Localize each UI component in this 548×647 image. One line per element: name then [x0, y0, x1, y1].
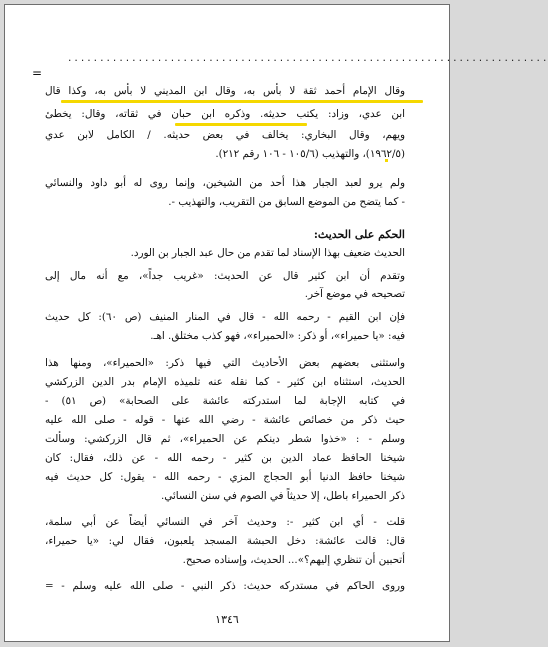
text-line: ذكر الحميراء باطل، إلا حديثاً في الصوم في سنن النسائي. — [160, 490, 405, 502]
text-line: وسلم - : «خذوا شطر دينكم عن الحميراء»، ثم قال الزركشي: وسألت — [45, 433, 405, 445]
text-line: وتقدم أن ابن كثير قال عن الحديث: «غريب جداً»، مع أنه مال إلى — [45, 270, 405, 282]
text-line: في كتابه الإجابة لما استدركته عائشة على الصحابة» (ص ٥١) - — [45, 395, 405, 407]
text-line: الحديث، استثناه ابن كثير - كما نقله عنه تلميذه الإمام بدر الدين الزركشي — [45, 376, 405, 388]
continuation-marker-top: = — [32, 66, 43, 80]
text-line: ابن عدي، وزاد: يكتب حديثه. وذكره ابن حبان في ثقاته، وقال: يخطئ — [45, 108, 405, 120]
text-line: ويهم، وقال البخاري: يخالف في بعض حديثه. / الكامل لابن عدي — [45, 129, 405, 141]
text-line: قلت - أي ابن كثير -: وحديث آخر في النسائي أيضاً عن أبي سلمة، — [45, 516, 405, 528]
section-heading: الحكم على الحديث: — [313, 228, 405, 241]
text-line: فإن ابن القيم - رحمه الله - قال في المنار المنيف (ص ٦٠): كل حديث — [45, 311, 405, 323]
text-line: ولم يرو لعبد الجبار هذا أحد من الشيخين، وإنما روى له أبو داود والنسائي — [45, 177, 405, 189]
text-line: واستثنى بعضهم بعض الأحاديث التي فيها ذكر: «الحميراء»، ومنها هذا — [45, 357, 405, 369]
text-line: أتحبين أن تنظري إليهم؟»... الحديث، وإسناده صحيح. — [182, 554, 405, 566]
text-line: - كما يتضح من الموضع السابق من التقريب، والتهذيب -. — [168, 196, 405, 208]
separator-dots: ........................................................................... — [67, 54, 548, 64]
text-line: قال: قالت عائشة: دخل الحبشة المسجد يلعبون، فقال لي: «يا حميراء، — [45, 535, 405, 547]
text-line: شيخنا الحافظ عماد الدين بن كثير - رحمه الله - عن ذلك، فقال: كان — [45, 452, 405, 464]
highlight-underline-line1 — [61, 100, 423, 103]
highlight-underline-line2 — [175, 123, 307, 126]
document-page — [4, 4, 548, 642]
text-line: الحديث ضعيف بهذا الإسناد لما تقدم من حال عبد الجبار بن الورد. — [130, 247, 405, 259]
text-line: وروى الحاكم في مستدركه حديث: ذكر النبي - صلى الله عليه وسلم - = — [45, 580, 405, 592]
text-line: حيث ذكر من خصائص عائشة - رضي الله عنها - قوله - صلى الله عليه — [45, 414, 405, 426]
page-number: ١٣٤٦ — [215, 613, 239, 626]
text-line: شيخنا حافظ الدنيا أبو الحجاج المزي - رحمه الله - يقول: كل حديث فيه — [45, 471, 405, 483]
text-line: (١٩٦٢/٥)، والتهذيب (١٠٥/٦ - ١٠٦ رقم ٢١٢). — [215, 148, 405, 160]
text-line: تصحيحه في موضع آخر. — [304, 288, 405, 300]
text-line: وقال الإمام أحمد ثقة لا بأس به، وقال ابن المديني لا بأس به، وكذا قال — [45, 85, 405, 97]
text-line: فيه: «يا حميراء»، أو ذكر: «الحميراء»، فهو كذب مختلق. اهـ. — [150, 330, 405, 342]
